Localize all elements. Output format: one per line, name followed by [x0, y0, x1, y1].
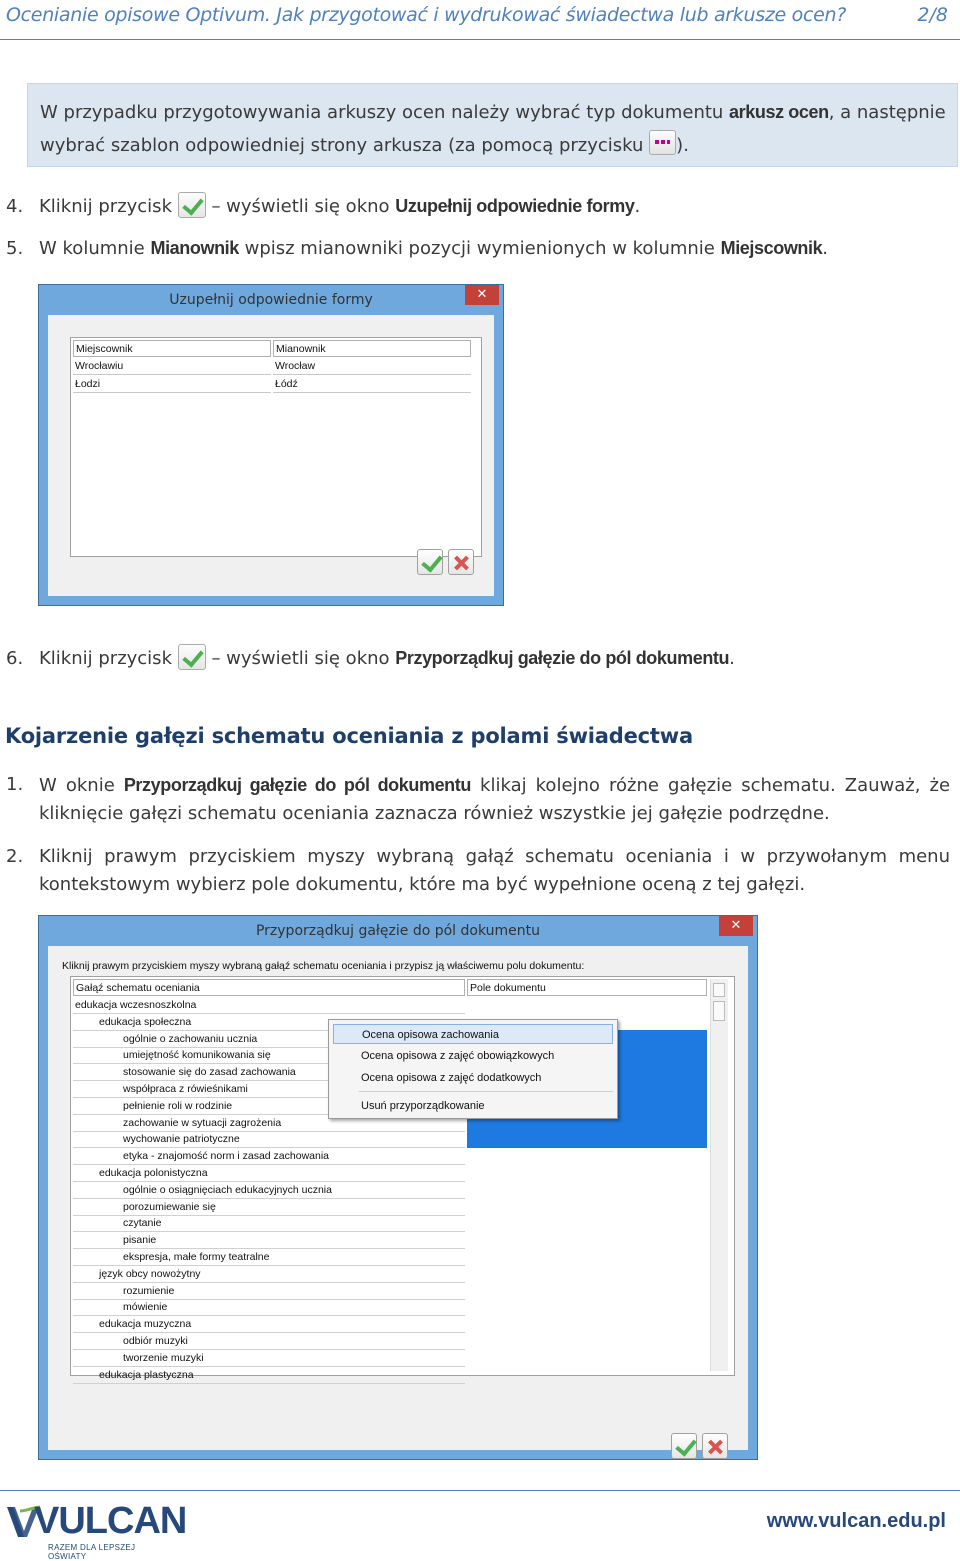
- cancel-button[interactable]: [448, 549, 474, 575]
- forms-grid[interactable]: [70, 337, 482, 557]
- tree-row[interactable]: czytanie: [73, 1215, 465, 1232]
- tree-row[interactable]: edukacja wczesnoszkolna: [73, 997, 465, 1014]
- column-header-miejscownik[interactable]: Miejscownik: [73, 340, 271, 357]
- menu-item-mandatory[interactable]: Ocena opisowa z zajęć obowiązkowych: [361, 1050, 555, 1062]
- tree-row[interactable]: stosowanie się do zasad zachowania: [73, 1064, 465, 1081]
- tree-row[interactable]: tworzenie muzyki: [73, 1350, 465, 1367]
- cancel-button[interactable]: [702, 1433, 728, 1459]
- tree-row[interactable]: edukacja plastyczna: [73, 1367, 465, 1384]
- ok-button[interactable]: [417, 549, 443, 575]
- logo-wordmark: VULCAN: [34, 1500, 187, 1542]
- tree-row[interactable]: rozumienie: [73, 1283, 465, 1300]
- menu-item-additional[interactable]: Ocena opisowa z zajęć dodatkowych: [361, 1072, 542, 1084]
- grid-cell[interactable]: Wrocław: [273, 358, 471, 375]
- grid-cell[interactable]: Łodzi: [73, 376, 271, 393]
- menu-item-remove[interactable]: Usuń przyporządkowanie: [361, 1100, 485, 1112]
- paragraph-2: 2. Kliknij prawym przyciskiem myszy wybraną gałąź schematu oceniania i w przywołanym menu kontekstowym wybierz pole dokumentu, które ma być wypełnione oceną z tej gałęzi.: [6, 846, 950, 895]
- doc-type-name: arkusz ocen: [729, 102, 829, 122]
- tree-row[interactable]: edukacja społeczna: [73, 1014, 465, 1031]
- grid-cell[interactable]: Wrocławiu: [73, 358, 271, 375]
- close-icon[interactable]: ✕: [465, 285, 499, 305]
- dialog-title: Przyporządkuj gałęzie do pól dokumentu: [255, 923, 541, 939]
- grid-cell[interactable]: Łódź: [273, 376, 471, 393]
- assign-branches-dialog: [38, 915, 758, 1460]
- step-4: 4. Kliknij przycisk – wyświetli się okno Uzupełnij odpowiednie formy.: [6, 192, 640, 218]
- page-number: 2/8: [917, 4, 948, 26]
- tree-row[interactable]: ekspresja, małe formy teatralne: [73, 1249, 465, 1266]
- scroll-up-icon[interactable]: [713, 983, 725, 997]
- scroll-thumb[interactable]: [713, 1001, 725, 1021]
- column-header-mianownik[interactable]: Mianownik: [273, 340, 471, 357]
- tree-row[interactable]: edukacja muzyczna: [73, 1316, 465, 1333]
- tree-row[interactable]: pełnienie roli w rodzinie: [73, 1098, 465, 1115]
- checkmark-icon: [178, 644, 206, 670]
- scrollbar[interactable]: [710, 979, 728, 1371]
- paragraph-1: 1. W oknie Przyporządkuj gałęzie do pól dokumentu klikaj kolejno różne gałęzie schematu. Zauważ, że kliknięcie gałęzi schematu oceniania zaznacza również wszystkie jej gałęzie podrzędne.: [6, 774, 951, 824]
- tree-row[interactable]: edukacja polonistyczna: [73, 1165, 465, 1182]
- tree-row[interactable]: wychowanie patriotyczne: [73, 1131, 465, 1148]
- menu-item-behavior[interactable]: Ocena opisowa zachowania: [333, 1024, 613, 1044]
- tree-row[interactable]: porozumiewanie się: [73, 1199, 465, 1216]
- step-6: 6. Kliknij przycisk – wyświetli się okno Przyporządkuj gałęzie do pól dokumentu.: [6, 644, 735, 670]
- tree-row[interactable]: język obcy nowożytny: [73, 1266, 465, 1283]
- close-icon[interactable]: ✕: [719, 916, 753, 936]
- fill-forms-dialog: [38, 284, 504, 606]
- tree-row[interactable]: umiejętność komunikowania się: [73, 1047, 465, 1064]
- tree-row[interactable]: współpraca z rówieśnikami: [73, 1081, 465, 1098]
- page-header: [0, 0, 960, 40]
- dialog-title: Uzupełnij odpowiednie formy: [169, 292, 373, 308]
- info-note: W przypadku przygotowywania arkuszy ocen należy wybrać typ dokumentu arkusz ocen, a następnie wybrać szablon odpowiedniej strony arkusza (za pomocą przycisku ).: [27, 83, 958, 167]
- footer-divider: [0, 1490, 960, 1491]
- document-title: Ocenianie opisowe Optivum. Jak przygotować i wydrukować świadectwa lub arkusze ocen?: [6, 4, 847, 26]
- dialog-body: [48, 315, 494, 596]
- tree-row[interactable]: mówienie: [73, 1299, 465, 1316]
- ok-button[interactable]: [671, 1433, 697, 1459]
- menu-separator: [359, 1091, 613, 1092]
- tree-row[interactable]: zachowanie w sytuacji zagrożenia: [73, 1115, 465, 1132]
- tree-row[interactable]: pisanie: [73, 1232, 465, 1249]
- tree-row[interactable]: ogólnie o osiągnięciach edukacyjnych ucznia: [73, 1182, 465, 1199]
- checkmark-icon: [178, 192, 206, 218]
- step-5: 5. W kolumnie Mianownik wpisz mianowniki pozycji wymienionych w kolumnie Miejscownik.: [6, 238, 828, 259]
- website-link[interactable]: www.vulcan.edu.pl: [766, 1510, 946, 1532]
- tree-row[interactable]: etyka - znajomość norm i zasad zachowania: [73, 1148, 465, 1165]
- tree-row[interactable]: ogólnie o zachowaniu ucznia: [73, 1031, 465, 1048]
- logo-tagline: RAZEM DLA LEPSZEJ OŚWIATY: [48, 1543, 136, 1561]
- context-menu: [328, 1019, 618, 1119]
- template-dots-icon: [649, 130, 676, 155]
- section-heading: Kojarzenie gałęzi schematu oceniania z polami świadectwa: [5, 724, 693, 748]
- vulcan-logo: [6, 1500, 187, 1561]
- dialog-instruction: Kliknij prawym przyciskiem myszy wybraną gałąź schematu oceniania i przypisz ją właściwemu polu dokumentu:: [62, 960, 585, 972]
- tree-row[interactable]: odbiór muzyki: [73, 1333, 465, 1350]
- column-header-branch[interactable]: Gałąź schematu oceniania: [73, 979, 465, 996]
- column-header-field[interactable]: Pole dokumentu: [467, 979, 707, 996]
